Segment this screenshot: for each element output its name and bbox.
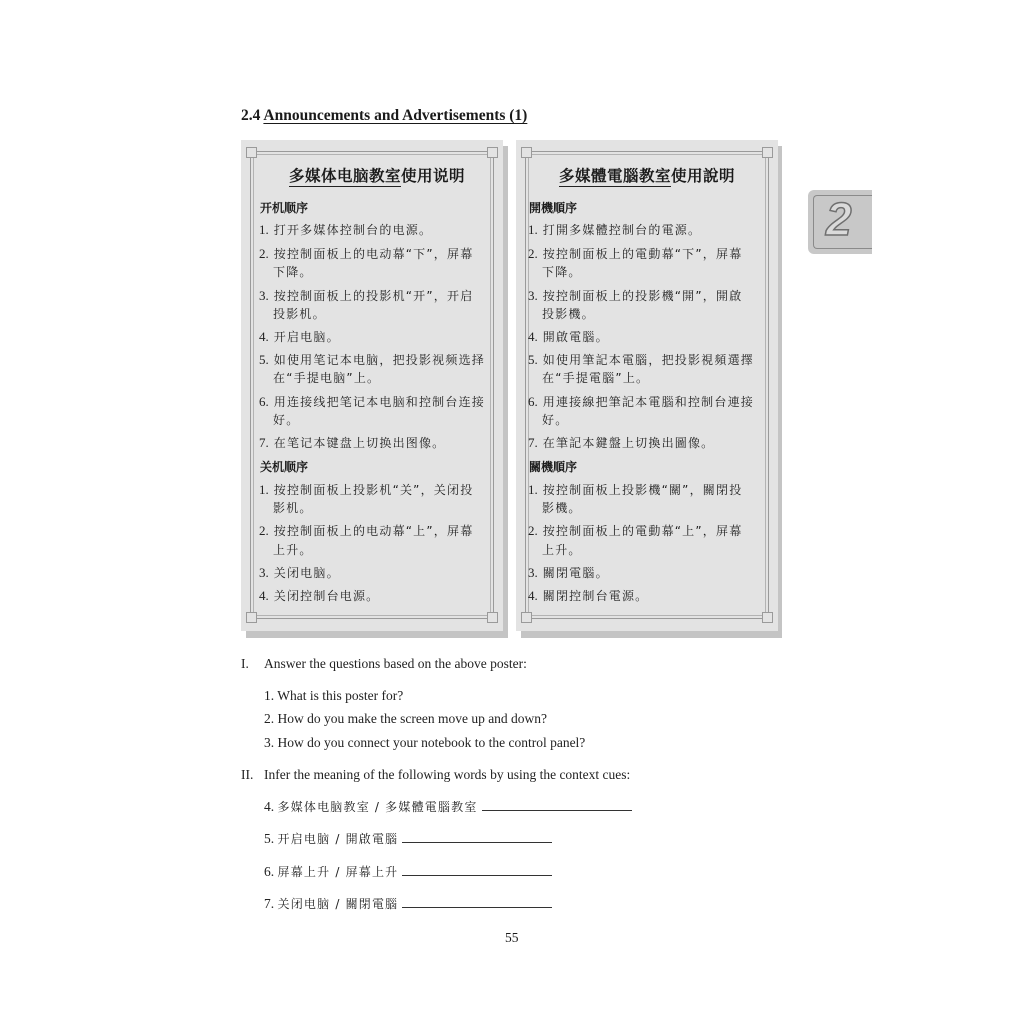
list-item: 6. 用连接线把笔记本电脑和控制台连接 <box>259 394 485 409</box>
list-item: 2. 按控制面板上的電動幕“下”，屏幕 <box>528 246 743 261</box>
part1-instruction: Answer the questions based on the above poster: <box>264 656 527 671</box>
list-item: 5. 如使用笔记本电脑，把投影视频选择 <box>259 352 485 367</box>
answer-blank[interactable] <box>402 863 552 876</box>
shutdown-heading: 关机顺序 <box>260 460 309 474</box>
answer-blank[interactable] <box>402 895 552 908</box>
list-item-continuation: 影机。 <box>273 501 313 515</box>
startup-heading: 开机顺序 <box>260 201 309 215</box>
frame-corner <box>762 147 773 158</box>
list-item: 2. 按控制面板上的電動幕“上”，屏幕 <box>528 523 743 538</box>
section-number: 2.4 <box>241 107 261 124</box>
vocab-item: 7. 关闭电脑 / 關閉電腦 <box>264 895 552 912</box>
section-title <box>241 107 527 125</box>
poster-title-simplified <box>289 164 465 186</box>
list-item: 4. 開啟電腦。 <box>528 329 609 344</box>
list-item-continuation: 上升。 <box>542 543 582 557</box>
frame-corner <box>487 147 498 158</box>
list-item-continuation: 投影機。 <box>542 307 595 321</box>
list-item: 4. 关闭控制台电源。 <box>259 588 380 603</box>
list-item-continuation: 好。 <box>542 413 569 427</box>
list-item: 3. 關閉電腦。 <box>528 565 609 580</box>
list-item: 7. 在筆記本鍵盤上切換出圖像。 <box>528 435 715 450</box>
chapter-number: 2 <box>826 193 852 245</box>
poster-title-main: 多媒体电脑教室 <box>289 167 402 185</box>
shutdown-heading: 關機順序 <box>529 460 578 474</box>
poster-title-main: 多媒體電腦教室 <box>559 167 672 185</box>
part2-instruction: Infer the meaning of the following words by using the context cues: <box>264 767 631 782</box>
vocab-item: 5. 开启电脑 / 開啟電腦 <box>264 830 552 847</box>
frame-corner <box>246 147 257 158</box>
answer-blank[interactable] <box>402 830 552 843</box>
vocab-item: 6. 屏幕上升 / 屏幕上升 <box>264 863 552 880</box>
list-item: 3. 按控制面板上的投影机“开”，开启 <box>259 288 474 303</box>
frame-corner <box>521 612 532 623</box>
answer-blank[interactable] <box>482 798 632 811</box>
page-number: 55 <box>505 930 519 945</box>
list-item-continuation: 好。 <box>273 413 300 427</box>
list-item-continuation: 在“手提電腦”上。 <box>542 371 650 385</box>
list-item: 2. 按控制面板上的电动幕“下”，屏幕 <box>259 246 474 261</box>
chapter-tab <box>808 190 872 254</box>
list-item-continuation: 投影机。 <box>273 307 326 321</box>
frame-corner <box>487 612 498 623</box>
list-item: 1. 按控制面板上投影机“关”，关闭投 <box>259 482 474 497</box>
list-item-continuation: 在“手提电脑”上。 <box>273 371 381 385</box>
question-item: 2. How do you make the screen move up and down? <box>264 711 548 726</box>
list-item: 5. 如使用筆記本電腦，把投影視頻選擇 <box>528 352 754 367</box>
list-item: 1. 打开多媒体控制台的电源。 <box>259 222 433 237</box>
list-item: 3. 按控制面板上的投影機“開”，開啟 <box>528 288 743 303</box>
question-item: 1. What is this poster for? <box>264 688 404 703</box>
list-item-continuation: 上升。 <box>273 543 313 557</box>
list-item: 4. 开启电脑。 <box>259 329 340 344</box>
list-item-continuation: 影機。 <box>542 501 582 515</box>
list-item: 1. 按控制面板上投影機“關”，關閉投 <box>528 482 743 497</box>
startup-heading: 開機順序 <box>529 201 578 215</box>
frame-corner <box>246 612 257 623</box>
list-item: 1. 打開多媒體控制台的電源。 <box>528 222 702 237</box>
list-item: 6. 用連接線把筆記本電腦和控制台連接 <box>528 394 754 409</box>
question-item: 3. How do you connect your notebook to the control panel? <box>264 735 586 750</box>
list-item: 4. 關閉控制台電源。 <box>528 588 649 603</box>
list-item: 2. 按控制面板上的电动幕“上”，屏幕 <box>259 523 474 538</box>
list-item-continuation: 下降。 <box>542 265 582 279</box>
list-item-continuation: 下降。 <box>273 265 313 279</box>
list-item: 7. 在笔记本键盘上切换出图像。 <box>259 435 446 450</box>
poster-title-sub: 使用說明 <box>671 167 736 185</box>
frame-corner <box>762 612 773 623</box>
section-heading: Announcements and Advertisements (1) <box>263 107 528 124</box>
list-item: 3. 关闭电脑。 <box>259 565 340 580</box>
frame-corner <box>521 147 532 158</box>
part1-numeral: I. <box>241 656 249 671</box>
part2-numeral: II. <box>241 767 254 782</box>
poster-title-sub: 使用说明 <box>401 167 466 185</box>
poster-title-traditional <box>559 164 735 186</box>
vocab-item: 4. 多媒体电脑教室 / 多媒體電腦教室 <box>264 798 632 815</box>
